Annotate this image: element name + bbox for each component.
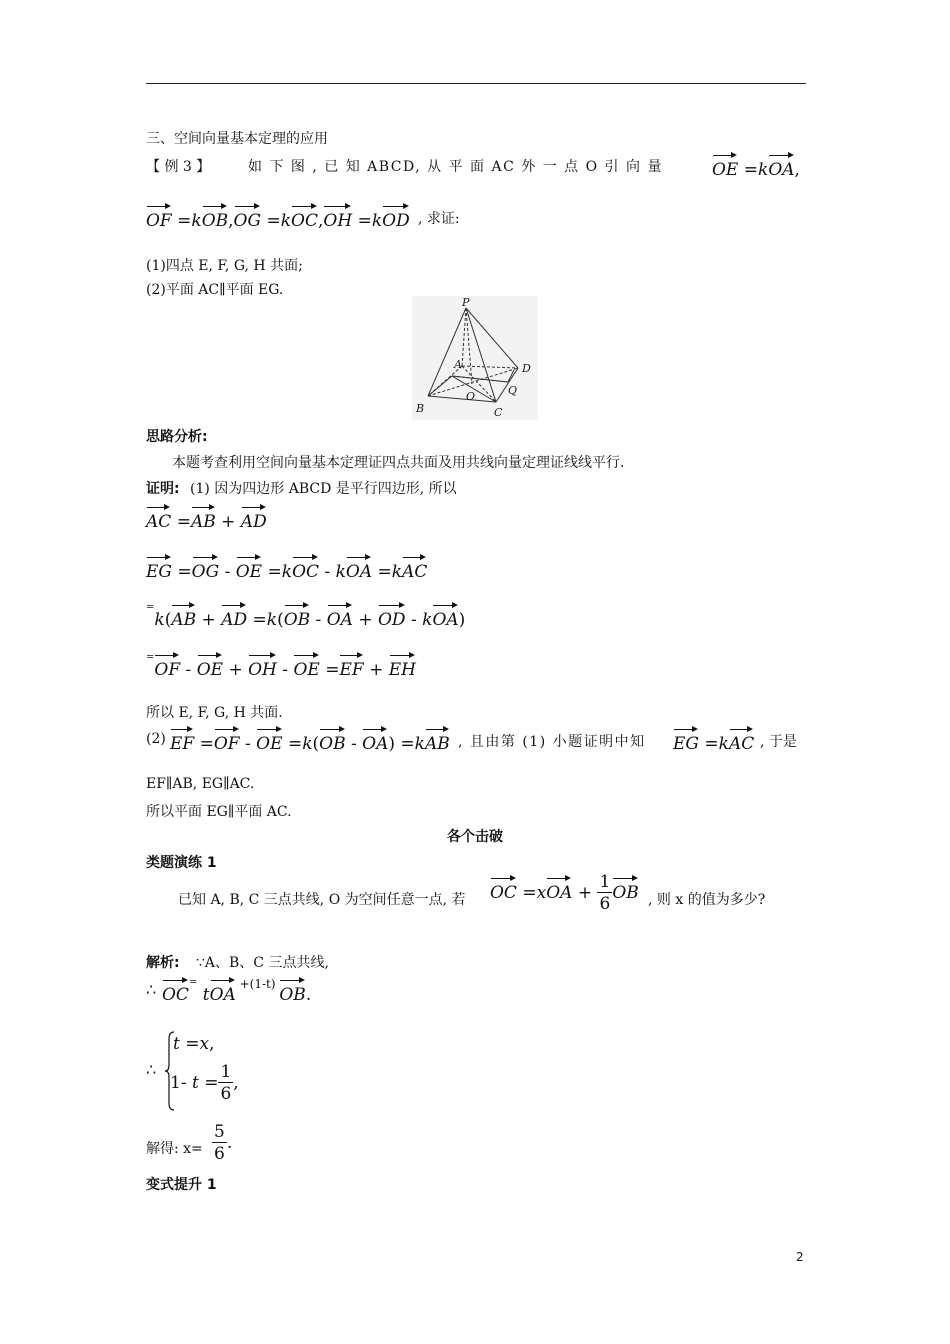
label-p: P xyxy=(462,296,470,309)
label-b: B xyxy=(416,402,425,415)
formula-eg: EG =OG - OE =kOC - kOA =kAC xyxy=(146,554,427,582)
formula-ac: AC =AB + AD xyxy=(146,504,267,532)
proof-conclusion-1: 所以 E, F, G, H 共面. xyxy=(146,705,283,721)
prove-word: , 求证: xyxy=(418,211,460,227)
formula-oe: OE =kOA, xyxy=(712,152,800,180)
proof-parallel: EF∥AB, EG∥AC. xyxy=(146,776,255,792)
proof-intro: (1) 因为四边形 ABCD 是平行四边形, 所以 xyxy=(190,481,457,497)
example-label: 【 例 3 】 xyxy=(146,159,211,175)
result-fraction: $\frac{5}{6}$ . xyxy=(214,1122,233,1164)
practice-problem-a: 已知 A, B, C 三点共线, O 为空间任意一点, 若 xyxy=(178,892,466,908)
formula-expand-2: =OF - OE + OH - OE =EF + EH xyxy=(146,652,416,680)
practice-problem-b: , 则 x 的值为多少? xyxy=(648,892,766,908)
proof-part2-text: , 且由第 (1) 小题证明中知 xyxy=(458,734,646,750)
breakthrough-title: 各个击破 xyxy=(447,829,503,845)
label-a: A xyxy=(454,358,462,371)
proof-final: 所以平面 EG∥平面 AC. xyxy=(146,804,292,820)
therefore-1: ∴ xyxy=(146,980,157,999)
proof-heading: 证明: xyxy=(146,481,180,497)
item-1: (1)四点 E, F, G, H 共面; xyxy=(146,258,303,274)
item-2: (2)平面 AC∥平面 EG. xyxy=(146,282,284,298)
formula-oc-xoa: OC =xOA + $\frac{1}{6}$ OB xyxy=(490,872,639,914)
proof-part2-end: , 于是 xyxy=(760,734,797,750)
proof-part2-label: (2) xyxy=(146,731,166,747)
variant-heading: 变式提升 1 xyxy=(146,1177,217,1193)
label-o: O xyxy=(466,390,476,403)
analysis-body: 本题考查利用空间向量基本定理证四点共面及用共线向量定理证线线平行. xyxy=(172,455,625,471)
label-c: C xyxy=(494,406,503,419)
result-label: 解得: x= xyxy=(146,1141,203,1157)
solution-heading: 解析: xyxy=(146,955,180,971)
formula-ef: EF =OF - OE =k(OB - OA) =kAB xyxy=(170,726,450,754)
formula-eg-kac: EG =kAC xyxy=(673,726,754,754)
system-eq-2: 1- t = $\frac{1}{6}$ , xyxy=(170,1062,239,1104)
example-text: 如 下 图 , 已 知 ABCD, 从 平 面 AC 外 一 点 O 引 向 量 xyxy=(248,159,663,175)
therefore-2: ∴ xyxy=(146,1060,157,1079)
formula-expand-1: =k(AB + AD =k(OB - OA + OD - kOA) xyxy=(146,602,466,630)
page-number: 2 xyxy=(796,1250,804,1264)
analysis-heading: 思路分析: xyxy=(146,429,208,445)
label-q: Q xyxy=(508,384,518,397)
pyramid-figure xyxy=(412,296,538,420)
practice-heading: 类题演练 1 xyxy=(146,855,217,871)
label-d: D xyxy=(522,362,531,375)
system-eq-1: t =x, xyxy=(173,1034,215,1054)
formula-oc-toa: OC= tOA $^{+(1-t)}$ OB. xyxy=(162,977,312,1005)
header-rule xyxy=(146,83,806,84)
formula-of-og-oh: OF =kOB,OG =kOC,OH =kOD xyxy=(146,203,410,231)
section-title: 三、空间向量基本定理的应用 xyxy=(146,131,328,147)
solution-line1: ∵A、B、C 三点共线, xyxy=(196,955,329,971)
